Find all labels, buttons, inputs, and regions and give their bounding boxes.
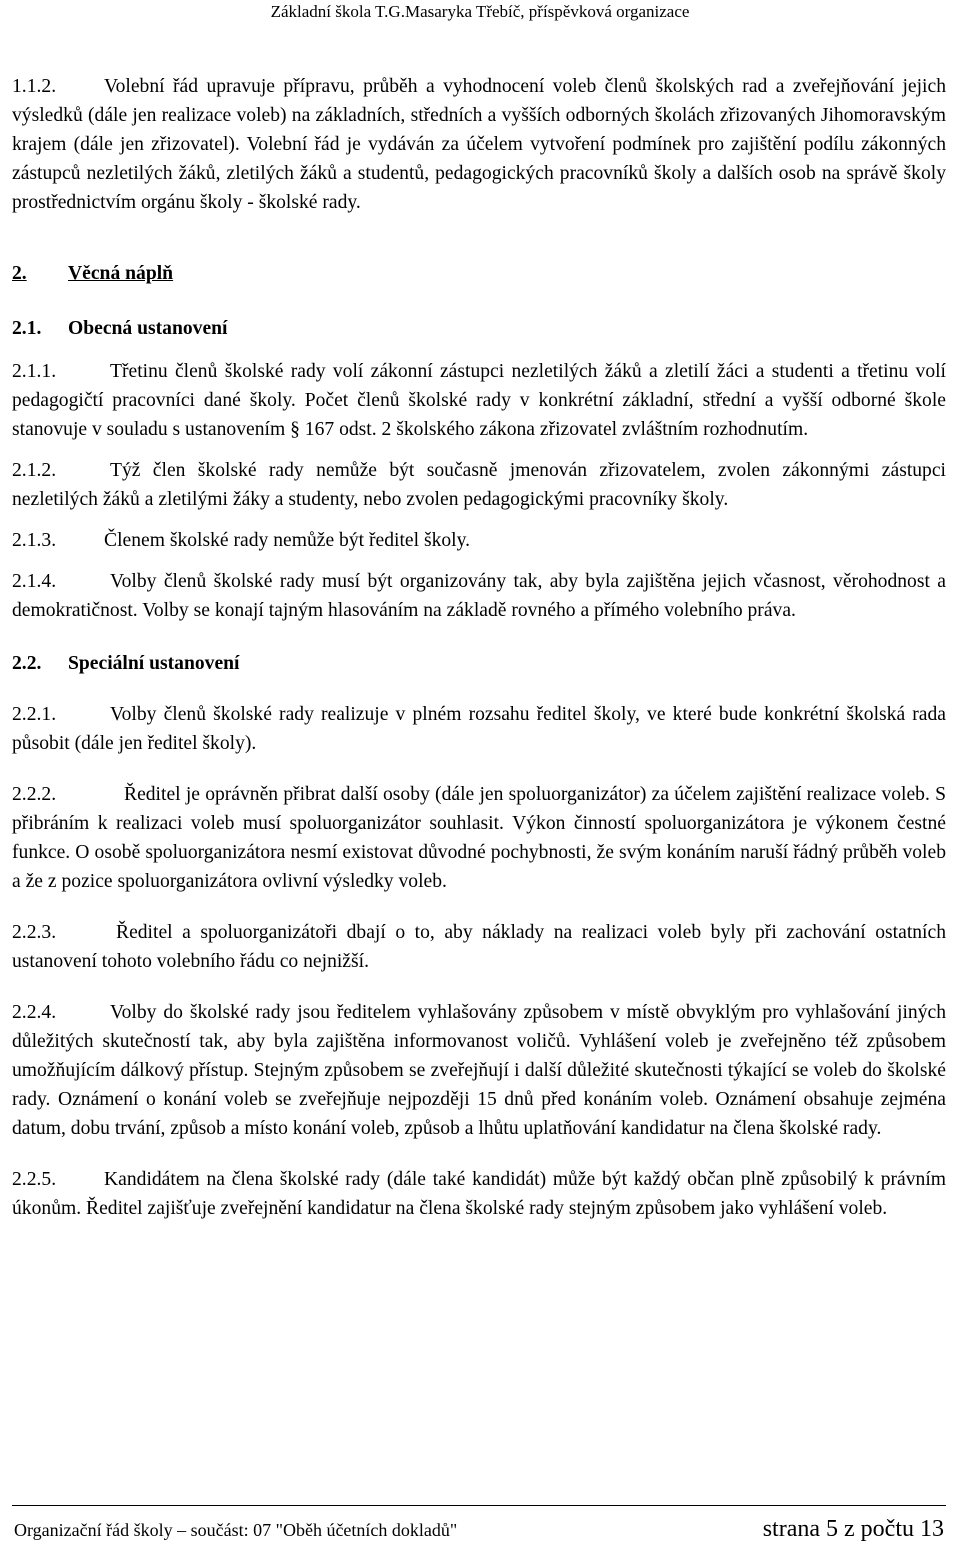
section-number: 2.2. [12, 653, 42, 674]
clause-number: 2.1.2. [12, 460, 57, 481]
clause-text: Volby členů školské rady musí být organizovány tak, aby byla zajištěna jejich včasnost, věrohodnost a demokratičnost. Volby se konají tajným hlasováním na základě rovného a přímého volebního práva. [12, 571, 946, 621]
clause-2-1-3 [12, 526, 946, 555]
clause-number: 2.2.1. [12, 704, 57, 725]
paragraph-1-1-2 [12, 72, 946, 217]
clause-text: Volby členů školské rady realizuje v plném rozsahu ředitel školy, ve které bude konkrétní školská rada působit (dále jen ředitel školy). [12, 704, 946, 754]
clause-number: 2.2.2. [12, 784, 57, 805]
clause-2-2-5 [12, 1165, 946, 1223]
section-number: 2. [12, 263, 27, 284]
clause-text: Týž člen školské rady nemůže být současně jmenován zřizovatelem, zvolen zákonnými zástupci nezletilých žáků a zletilými žáky a studenty, nebo zvolen pedagogickými pracovníky školy. [12, 460, 946, 510]
footer-document-title: Organizační řád školy – součást: 07 "Oběh účetních dokladů" [14, 1520, 458, 1540]
document-body [12, 72, 946, 1223]
clause-2-2-2 [12, 780, 946, 896]
section-heading-2-2 [12, 649, 946, 678]
page-number: strana 5 z počtu 13 [762, 1516, 944, 1542]
clause-2-2-3 [12, 918, 946, 976]
clause-number: 2.1.1. [12, 361, 57, 382]
clause-number: 2.2.4. [12, 1002, 57, 1023]
section-number: 2.1. [12, 318, 42, 339]
clause-2-1-4 [12, 567, 946, 625]
section-title: Speciální ustanovení [68, 653, 240, 674]
clause-number: 2.2.3. [12, 922, 57, 943]
clause-text: Ředitel a spoluorganizátoři dbají o to, aby náklady na realizaci voleb byly při zachování ostatních ustanovení tohoto volebního řádu co nejnižší. [12, 922, 946, 972]
clause-text: Třetinu členů školské rady volí zákonní zástupci nezletilých žáků a zletilí žáci a studenti a třetinu volí pedagogičtí pracovníci dané školy. Počet členů školské rady v konkrétní základní, střední a vyšší odborné škole stanovuje v souladu s ustanovením § 167 odst. 2 školského zákona zřizovatel zvláštním rozhodnutím. [12, 361, 946, 440]
page-header: Základní škola T.G.Masaryka Třebíč, příspěvková organizace [270, 2, 690, 21]
clause-text: Členem školské rady nemůže být ředitel školy. [104, 530, 471, 551]
clause-2-2-1 [12, 700, 946, 758]
clause-number: 2.1.3. [12, 530, 57, 551]
clause-2-2-4 [12, 998, 946, 1143]
clause-2-1-1 [12, 357, 946, 444]
section-heading-2-1 [12, 314, 946, 343]
clause-text: Volby do školské rady jsou ředitelem vyhlašovány způsobem v místě obvyklým pro vyhlašování jiných důležitých skutečností tak, aby byla zajištěna informovanost voličů. Vyhlášení voleb je zveřejněno též způsobem umožňujícím dálkový přístup. Stejným způsobem se zveřejňují i další důležité skutečnosti týkající se voleb do školské rady. Oznámení o konání voleb se zveřejňuje nejpozději 15 dnů před konáním voleb. Oznámení obsahuje zejména datum, dobu trvání, způsob a místo konání voleb, způsob a lhůtu uplatňování kandidatur na člena školské rady. [12, 1002, 946, 1139]
clause-text: Ředitel je oprávněn přibrat další osoby (dále jen spoluorganizátor) za účelem zajištění realizace voleb. S přibráním k realizaci voleb musí spoluorganizátor souhlasit. Výkon činností spoluorganizátora je výkonem čestné funkce. O osobě spoluorganizátora nesmí existovat důvodné pochybnosti, že svým konáním naruší řádný průběh voleb a že z pozice spoluorganizátora ovlivní výsledky voleb. [12, 784, 946, 892]
clause-2-1-2 [12, 456, 946, 514]
section-title: Obecná ustanovení [68, 318, 228, 339]
clause-number: 2.2.5. [12, 1169, 57, 1190]
clause-text: Volební řád upravuje přípravu, průběh a vyhodnocení voleb členů školských rad a zveřejňování jejich výsledků (dále jen realizace voleb) na základních, středních a vyšších odborných školách zřizovaných Jihomoravským krajem (dále jen zřizovatel). Volební řád je vydáván za účelem vytvoření podmínek pro zajištění podílu zákonných zástupců nezletilých žáků, zletilých žáků a studentů, pedagogických pracovníků školy a dalších osob na správě školy prostřednictvím orgánu školy - školské rady. [12, 76, 946, 213]
clause-text: Kandidátem na člena školské rady (dále také kandidát) může být každý občan plně způsobilý k právním úkonům. Ředitel zajišťuje zveřejnění kandidatur na člena školské rady stejným způsobem jako vyhlášení voleb. [12, 1169, 946, 1219]
section-heading-2 [12, 259, 946, 288]
section-title: Věcná náplň [68, 263, 174, 284]
clause-number: 2.1.4. [12, 571, 57, 592]
clause-number: 1.1.2. [12, 76, 57, 97]
page-footer [12, 1505, 946, 1550]
